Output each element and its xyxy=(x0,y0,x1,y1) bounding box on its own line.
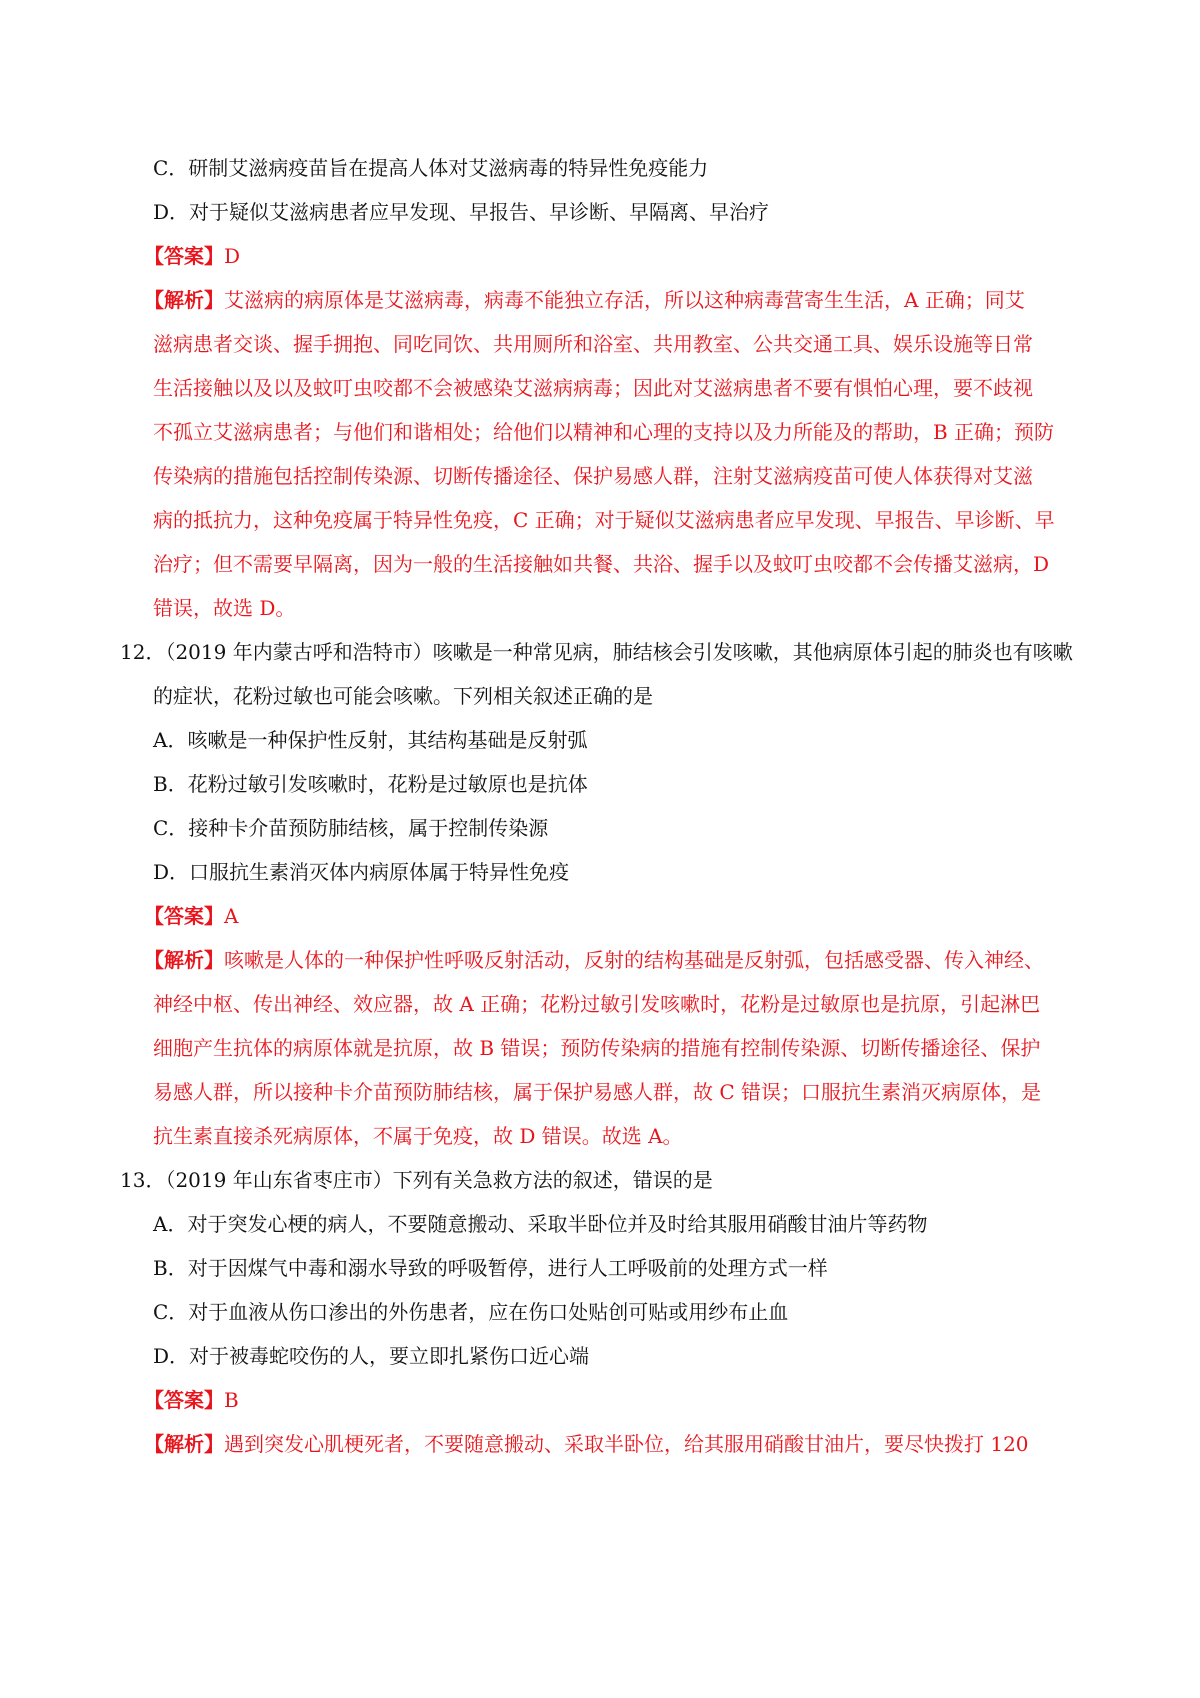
q12-stem-line-1: 的症状，花粉过敏也可能会咳嗽。下列相关叙述正确的是 xyxy=(153,684,653,708)
q11-option-c: C．研制艾滋病疫苗旨在提高人体对艾滋病毒的特异性免疫能力 xyxy=(153,156,709,180)
q12-analysis-line-3: 易感人群，所以接种卡介苗预防肺结核，属于保护易感人群，故 C 错误；口服抗生素消灭病原体，是 xyxy=(153,1080,1042,1104)
q11-analysis-line-2: 生活接触以及以及蚊叮虫咬都不会被感染艾滋病病毒；因此对艾滋病患者不要有惧怕心理，要不歧视 xyxy=(153,376,1033,400)
q11-analysis-line-6: 治疗；但不需要早隔离，因为一般的生活接触如共餐、共浴、握手以及蚊叮虫咬都不会传播艾滋病，D xyxy=(153,552,1050,576)
q12-analysis-line-2: 细胞产生抗体的病原体就是抗原，故 B 错误；预防传染病的措施有控制传染源、切断传播途径、保护 xyxy=(153,1036,1041,1060)
q13-stem: 13．（2019 年山东省枣庄市）下列有关急救方法的叙述，错误的是 xyxy=(120,1168,713,1192)
q11-analysis-line-4: 传染病的措施包括控制传染源、切断传播途径、保护易感人群，注射艾滋病疫苗可使人体获得对艾滋 xyxy=(153,464,1033,488)
q12-option-b: B．花粉过敏引发咳嗽时，花粉是过敏原也是抗体 xyxy=(153,772,588,796)
analysis-label: 【解析】 xyxy=(144,288,224,312)
analysis-label: 【解析】 xyxy=(144,948,224,972)
q13-answer xyxy=(144,1386,239,1414)
q12-answer xyxy=(144,902,238,930)
answer-value: D xyxy=(224,244,241,268)
q13-analysis-line-0: 【解析】遇到突发心肌梗死者，不要随意搬动、采取半卧位，给其服用硝酸甘油片，要尽快拨打 120 xyxy=(144,1432,1029,1456)
q12-option-a: A．咳嗽是一种保护性反射，其结构基础是反射弧 xyxy=(153,728,588,752)
q11-option-d: D．对于疑似艾滋病患者应早发现、早报告、早诊断、早隔离、早治疗 xyxy=(153,200,770,224)
answer-value: B xyxy=(224,1388,239,1412)
answer-label: 【答案】 xyxy=(144,904,224,928)
q13-option-d: D．对于被毒蛇咬伤的人，要立即扎紧伤口近心端 xyxy=(153,1344,590,1368)
q11-analysis-line-0: 【解析】艾滋病的病原体是艾滋病毒，病毒不能独立存活，所以这种病毒营寄生生活，A 正确；同艾 xyxy=(144,288,1025,312)
answer-value: A xyxy=(224,904,239,928)
q12-analysis-line-4: 抗生素直接杀死病原体，不属于免疫，故 D 错误。故选 A。 xyxy=(153,1124,683,1148)
analysis-label: 【解析】 xyxy=(144,1432,224,1456)
answer-label: 【答案】 xyxy=(144,244,224,268)
q11-analysis-line-1: 滋病患者交谈、握手拥抱、同吃同饮、共用厕所和浴室、共用教室、公共交通工具、娱乐设施等日常 xyxy=(153,332,1033,356)
q12-option-d: D．口服抗生素消灭体内病原体属于特异性免疫 xyxy=(153,860,570,884)
q13-option-b: B．对于因煤气中毒和溺水导致的呼吸暂停，进行人工呼吸前的处理方式一样 xyxy=(153,1256,828,1280)
q12-analysis-line-0: 【解析】咳嗽是人体的一种保护性呼吸反射活动，反射的结构基础是反射弧，包括感受器、传入神经、 xyxy=(144,948,1044,972)
q13-option-c: C．对于血液从伤口渗出的外伤患者，应在伤口处贴创可贴或用纱布止血 xyxy=(153,1300,789,1324)
q11-analysis-line-3: 不孤立艾滋病患者；与他们和谐相处；给他们以精神和心理的支持以及力所能及的帮助，B 正确；预防 xyxy=(153,420,1055,444)
q12-analysis-line-1: 神经中枢、传出神经、效应器，故 A 正确；花粉过敏引发咳嗽时，花粉是过敏原也是抗原，引起淋巴 xyxy=(153,992,1041,1016)
q13-option-a: A．对于突发心梗的病人，不要随意搬动、采取半卧位并及时给其服用硝酸甘油片等药物 xyxy=(153,1212,928,1236)
q11-answer xyxy=(144,242,240,270)
q12-stem-line-0: 12．（2019 年内蒙古呼和浩特市）咳嗽是一种常见病，肺结核会引发咳嗽，其他病原体引起的肺炎也有咳嗽 xyxy=(120,640,1073,664)
q11-analysis-line-7: 错误，故选 D。 xyxy=(153,596,296,620)
q12-option-c: C．接种卡介苗预防肺结核，属于控制传染源 xyxy=(153,816,549,840)
answer-label: 【答案】 xyxy=(144,1388,224,1412)
q11-analysis-line-5: 病的抵抗力，这种免疫属于特异性免疫，C 正确；对于疑似艾滋病患者应早发现、早报告、早诊断、早 xyxy=(153,508,1055,532)
